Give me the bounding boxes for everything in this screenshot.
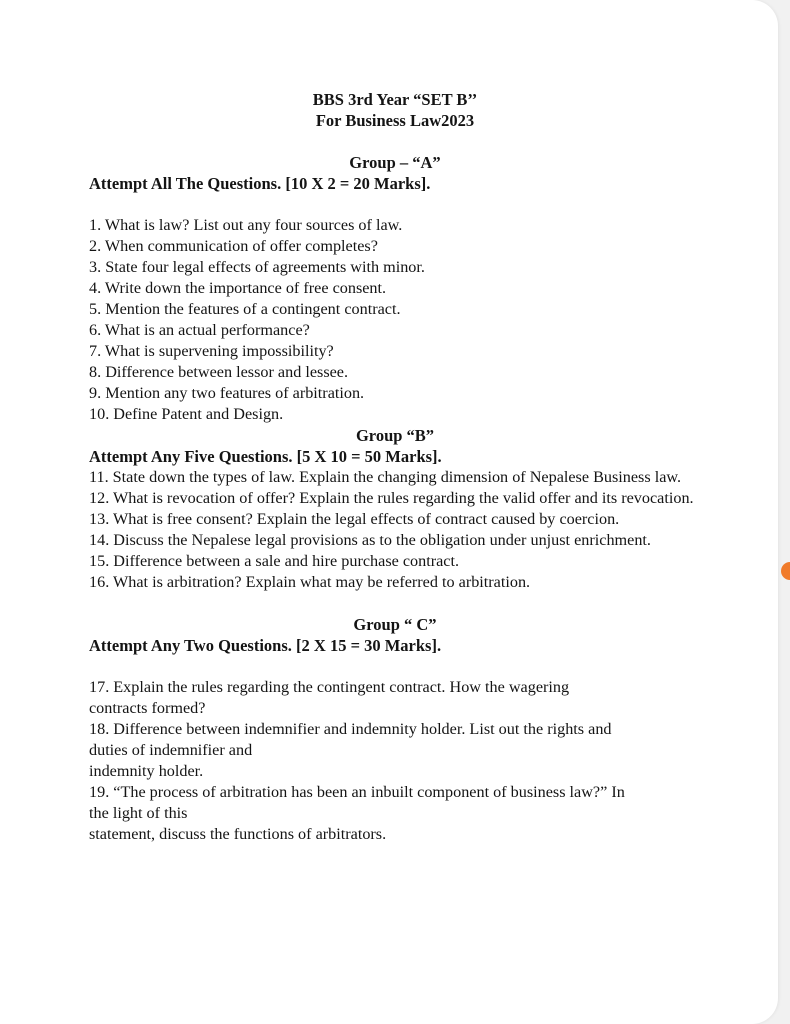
question-6: 6. What is an actual performance? — [89, 321, 310, 339]
question-7: 7. What is supervening impossibility? — [89, 342, 334, 360]
question-14: 14. Discuss the Nepalese legal provisions as to the obligation under unjust enrichment. — [89, 531, 651, 549]
group-c-instruction: Attempt Any Two Questions. [2 X 15 = 30 Marks]. — [89, 636, 442, 655]
document-content — [89, 89, 701, 845]
question-12: 12. What is revocation of offer? Explain the rules regarding the valid offer and its revocation. — [89, 489, 694, 507]
question-15: 15. Difference between a sale and hire purchase contract. — [89, 552, 460, 570]
question-19-line-3: statement, discuss the functions of arbitrators. — [89, 825, 387, 843]
group-b-question-list — [89, 467, 701, 593]
question-17-line-2: contracts formed? — [89, 699, 206, 717]
question-16: 16. What is arbitration? Explain what may be referred to arbitration. — [89, 573, 531, 591]
question-19-line-2: the light of this — [89, 804, 188, 822]
question-17-line-1: 17. Explain the rules regarding the contingent contract. How the wagering — [89, 678, 570, 696]
group-b-title: Group “B” — [355, 426, 435, 445]
group-b-instruction: Attempt Any Five Questions. [5 X 10 = 50 Marks]. — [89, 447, 442, 466]
question-1: 1. What is law? List out any four sources of law. — [89, 216, 403, 234]
question-10: 10. Define Patent and Design. — [89, 405, 284, 423]
group-a-question-list — [89, 215, 701, 425]
question-19 — [89, 782, 701, 845]
exam-subject: For Business Law2023 — [315, 111, 475, 130]
question-18 — [89, 719, 701, 782]
question-4: 4. Write down the importance of free consent. — [89, 279, 387, 297]
question-13: 13. What is free consent? Explain the legal effects of contract caused by coercion. — [89, 510, 620, 528]
question-3: 3. State four legal effects of agreements with minor. — [89, 258, 425, 276]
group-c-title: Group “ C” — [353, 615, 437, 634]
question-18-line-1: 18. Difference between indemnifier and indemnity holder. List out the rights and — [89, 720, 612, 738]
question-8: 8. Difference between lessor and lessee. — [89, 363, 349, 381]
group-c-question-list — [89, 677, 701, 845]
question-18-line-2: duties of indemnifier and — [89, 741, 253, 759]
scroll-indicator[interactable] — [781, 562, 790, 580]
question-2: 2. When communication of offer completes? — [89, 237, 378, 255]
question-5: 5. Mention the features of a contingent contract. — [89, 300, 401, 318]
question-17 — [89, 677, 701, 719]
group-a-instruction: Attempt All The Questions. [10 X 2 = 20 Marks]. — [89, 174, 431, 193]
question-11: 11. State down the types of law. Explain the changing dimension of Nepalese Business law. — [89, 468, 682, 486]
question-19-line-1: 19. “The process of arbitration has been an inbuilt component of business law?” In — [89, 783, 625, 801]
question-9: 9. Mention any two features of arbitration. — [89, 384, 365, 402]
group-a-title: Group – “A” — [349, 153, 441, 172]
question-18-line-3: indemnity holder. — [89, 762, 204, 780]
exam-title: BBS 3rd Year “SET B’’ — [312, 90, 478, 109]
